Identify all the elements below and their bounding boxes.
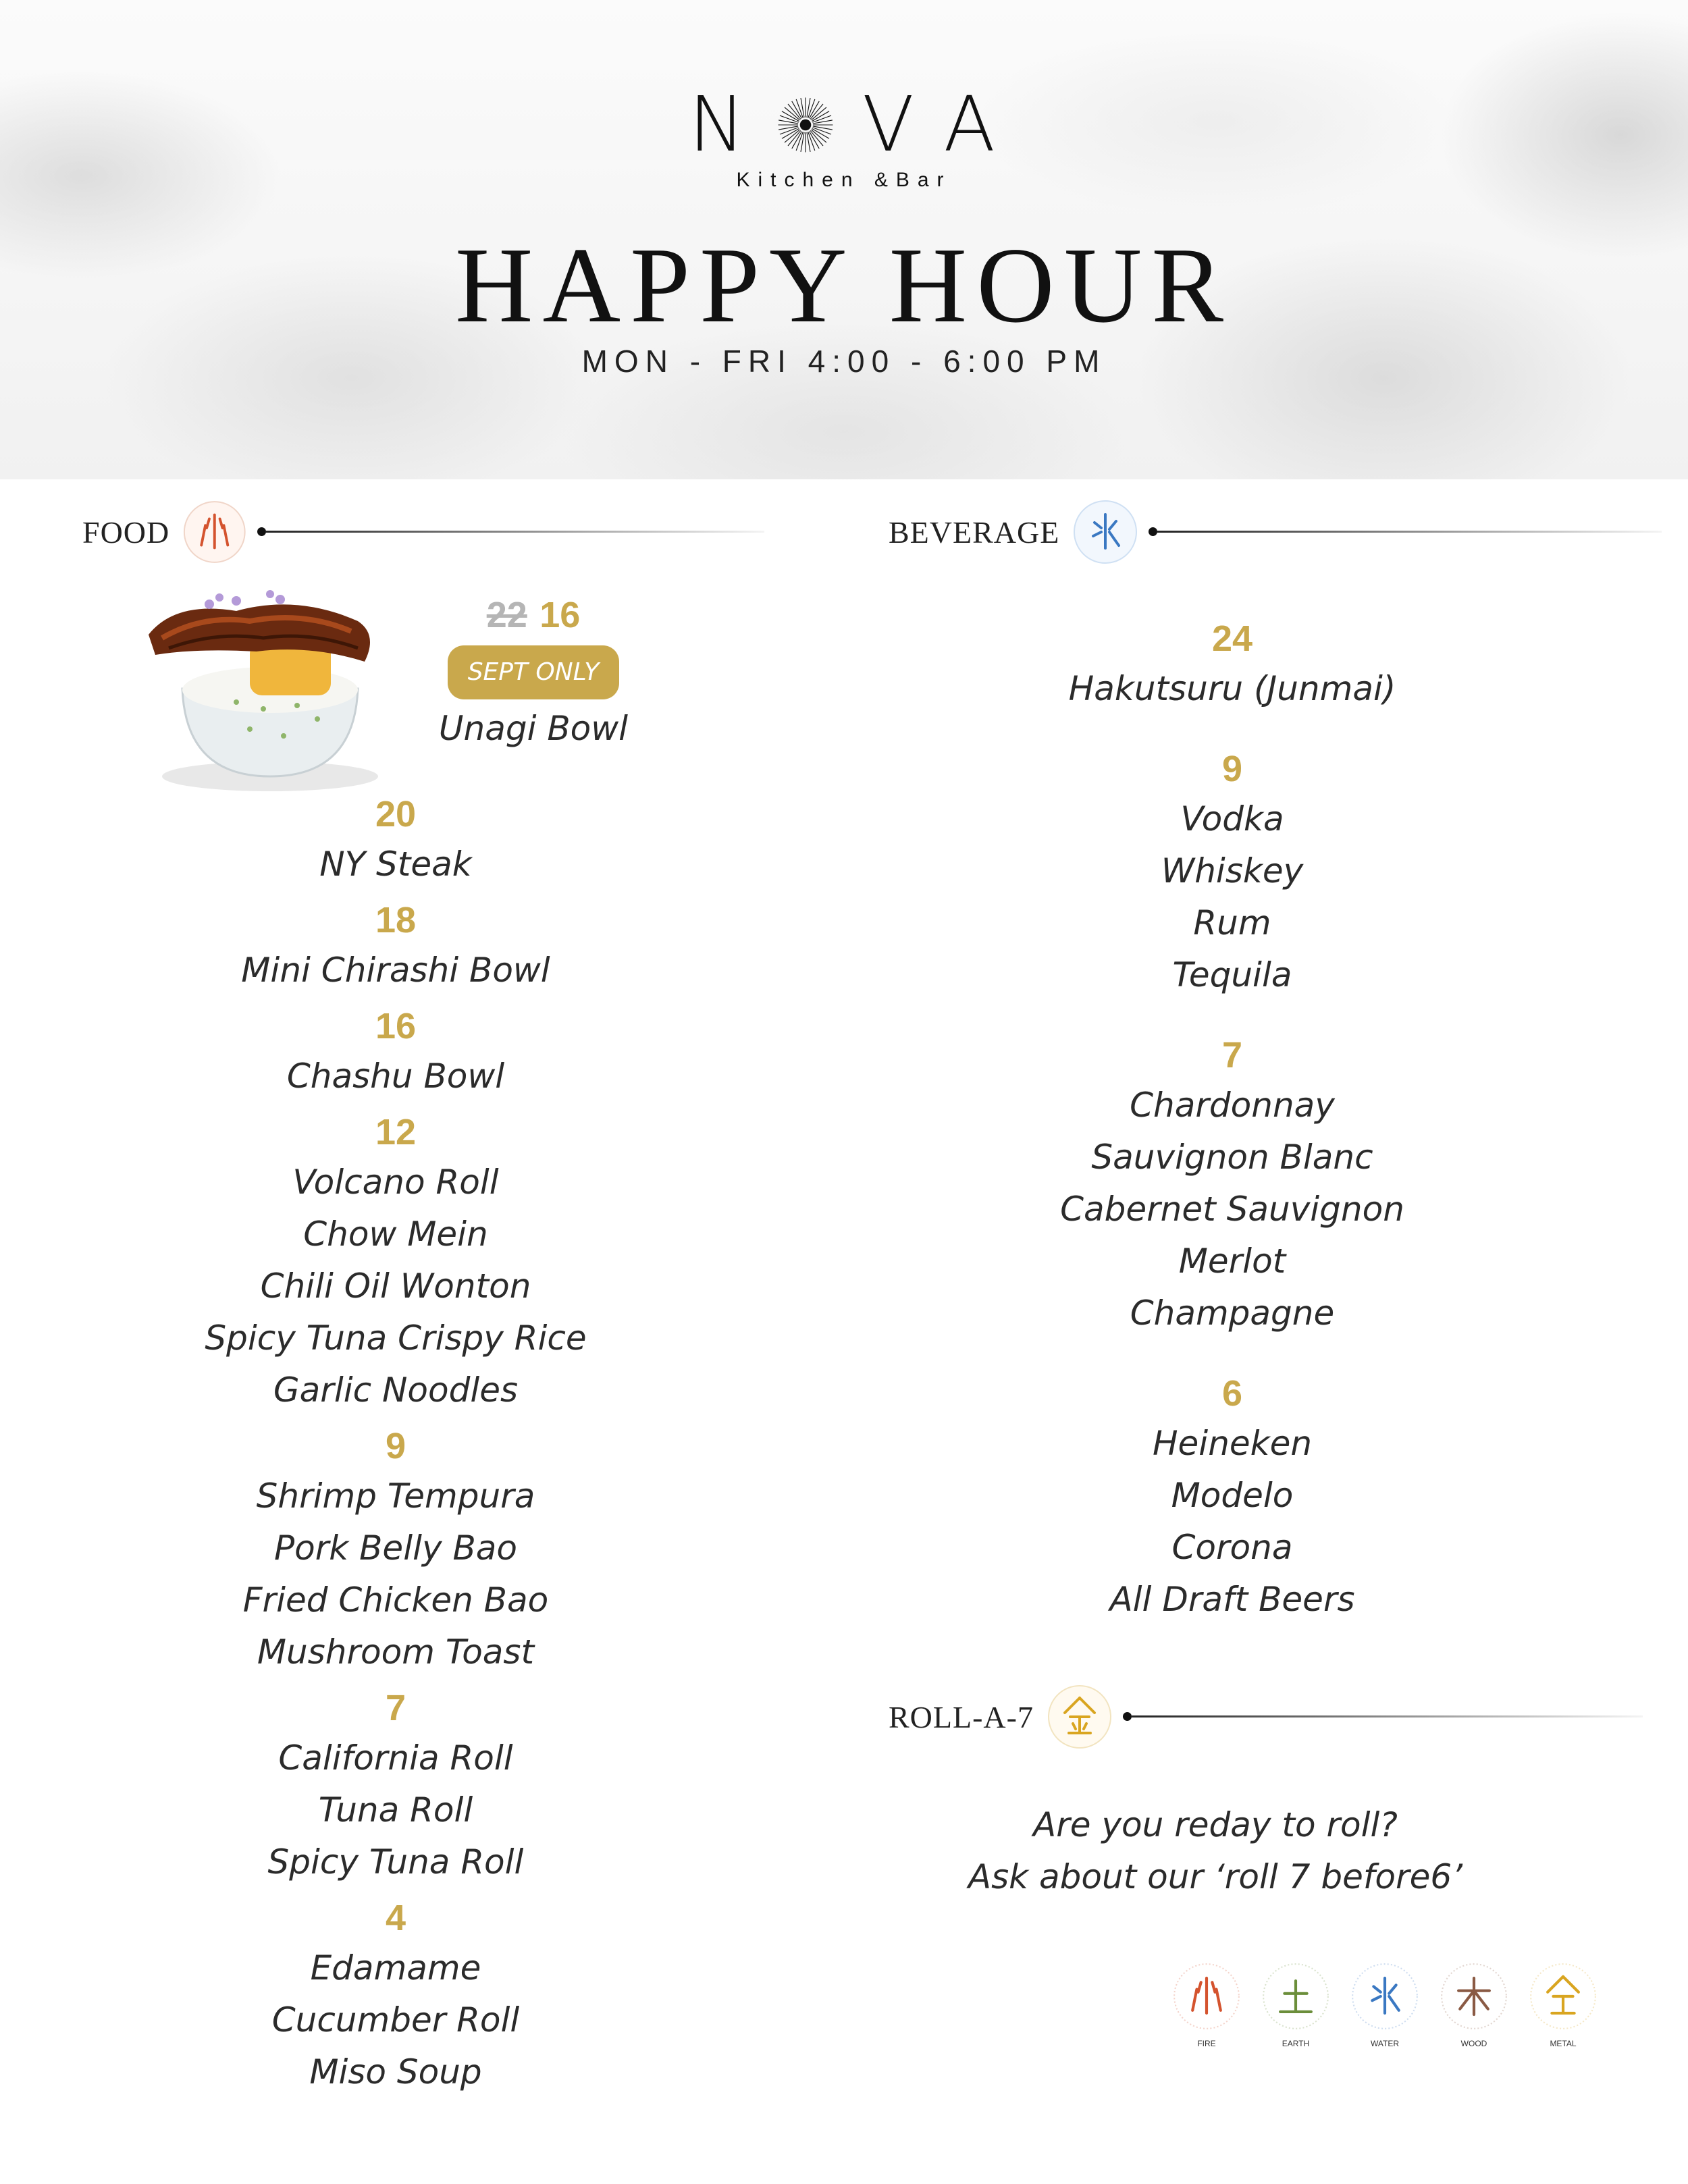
beverage-menu-item: Modelo — [1171, 1476, 1294, 1515]
beverage-price-group — [962, 745, 1502, 1001]
food-price: 16 — [375, 1006, 417, 1046]
beverage-price: 24 — [1211, 618, 1253, 659]
food-section-header — [82, 495, 764, 569]
element-earth — [1261, 1961, 1331, 2048]
beverage-price: 9 — [1221, 749, 1243, 789]
beverage-price: 6 — [1221, 1373, 1243, 1414]
beverage-menu-item: Sauvignon Blanc — [1091, 1138, 1373, 1177]
beverage-label: BEVERAGE — [889, 514, 1060, 550]
metal-element-icon — [1528, 1961, 1598, 2031]
featured-item — [419, 594, 648, 748]
food-menu-item: Chili Oil Wonton — [260, 1267, 531, 1306]
beverage-menu-item: Chardonnay — [1130, 1086, 1335, 1125]
beverage-menu-item: Cabernet Sauvignon — [1060, 1190, 1404, 1229]
food-menu-item: Spicy Tuna Crispy Rice — [205, 1319, 587, 1358]
logo-letter-v: V — [862, 81, 918, 169]
roll-line-1: Are you reday to roll? — [1033, 1805, 1398, 1844]
logo — [689, 81, 999, 196]
roll-section-header — [889, 1680, 1665, 1754]
beverage-menu-item: Rum — [1193, 903, 1271, 942]
element-metal — [1528, 1961, 1598, 2048]
water-element-icon — [1350, 1961, 1420, 2031]
food-price: 7 — [385, 1688, 406, 1728]
beverage-price: 7 — [1221, 1035, 1243, 1075]
roll-label: ROLL-A-7 — [889, 1699, 1034, 1734]
beverage-menu-item: All Draft Beers — [1109, 1580, 1355, 1619]
beverage-price-group — [962, 1031, 1502, 1339]
featured-name: Unagi Bowl — [438, 709, 629, 748]
beverage-menu-item: Vodka — [1180, 799, 1284, 838]
unagi-bowl-image — [135, 574, 405, 803]
food-price: 9 — [385, 1426, 406, 1466]
food-divider — [257, 531, 764, 533]
food-price: 12 — [375, 1112, 417, 1152]
roll-divider — [1123, 1715, 1643, 1718]
element-water — [1350, 1961, 1420, 2048]
food-label: FOOD — [82, 514, 170, 550]
logo-letter-n: N — [689, 81, 749, 169]
food-price-group — [126, 896, 666, 996]
food-menu-item: Shrimp Tempura — [256, 1476, 535, 1516]
beverage-menu-item: Corona — [1171, 1528, 1293, 1567]
food-menu-item: Garlic Noodles — [273, 1370, 519, 1410]
food-menu-item: Edamame — [310, 1948, 481, 1988]
food-price-group — [126, 1422, 666, 1678]
food-price-group — [126, 1894, 666, 2098]
food-menu-item: Chow Mein — [303, 1215, 488, 1254]
beverage-menu-item: Champagne — [1130, 1294, 1335, 1333]
beverage-menu-item: Merlot — [1178, 1242, 1286, 1281]
fire-element-icon — [182, 498, 248, 566]
food-menu-item: California Roll — [278, 1738, 513, 1778]
sept-only-badge: SEPT ONLY — [448, 645, 620, 699]
header-banner — [0, 0, 1688, 479]
beverage-menu-item: Tequila — [1172, 955, 1292, 994]
five-elements — [1171, 1961, 1598, 2048]
roll-line-2: Ask about our ‘roll 7 before6’ — [968, 1857, 1463, 1896]
food-menu-item: Cucumber Roll — [271, 2000, 520, 2040]
food-menu-item: Tuna Roll — [318, 1790, 473, 1830]
food-price-group — [126, 790, 666, 890]
food-menu-item: Fried Chicken Bao — [242, 1580, 549, 1620]
roll-promo — [878, 1799, 1553, 1903]
water-element-icon — [1072, 498, 1139, 566]
wood-element-icon — [1439, 1961, 1509, 2031]
food-menu-item: Volcano Roll — [292, 1163, 499, 1202]
food-menu-item: Mini Chirashi Bowl — [241, 951, 550, 990]
food-price: 20 — [375, 794, 417, 834]
logo-wordmark — [689, 81, 999, 169]
beverage-section-header — [889, 495, 1665, 569]
food-menu-item: Miso Soup — [309, 2052, 482, 2092]
beverage-menu-item: Hakutsuru (Junmai) — [1068, 669, 1396, 708]
element-caption: EARTH — [1282, 2039, 1310, 2048]
beverage-menu — [962, 614, 1502, 1627]
beverage-divider — [1149, 531, 1662, 533]
food-price-group — [126, 1002, 666, 1102]
page-title: HAPPY HOUR — [454, 225, 1234, 345]
food-menu — [126, 790, 666, 2106]
food-menu-item: Pork Belly Bao — [273, 1528, 517, 1568]
food-menu-item: NY Steak — [319, 845, 472, 884]
food-price-group — [126, 1108, 666, 1416]
featured-new-price: 16 — [539, 595, 581, 635]
food-menu-item: Chashu Bowl — [286, 1057, 505, 1096]
food-price-group — [126, 1684, 666, 1888]
logo-subtitle: Kitchen &Bar — [736, 169, 952, 191]
element-caption: WOOD — [1460, 2039, 1487, 2048]
dandelion-icon — [774, 94, 837, 156]
food-price: 4 — [385, 1898, 406, 1938]
fire-element-icon — [1171, 1961, 1242, 2031]
hours-text: MON - FRI 4:00 - 6:00 PM — [581, 344, 1107, 379]
food-menu-item: Mushroom Toast — [257, 1632, 535, 1672]
metal-element-icon — [1046, 1683, 1113, 1751]
logo-letter-a: A — [943, 81, 999, 169]
element-caption: METAL — [1550, 2039, 1577, 2048]
beverage-price-group — [962, 1369, 1502, 1626]
element-fire — [1171, 1961, 1242, 2048]
beverage-menu-item: Whiskey — [1161, 851, 1304, 890]
element-caption: FIRE — [1197, 2039, 1216, 2048]
element-caption: WATER — [1371, 2039, 1399, 2048]
earth-element-icon — [1261, 1961, 1331, 2031]
beverage-menu-item: Heineken — [1152, 1424, 1313, 1463]
food-menu-item: Spicy Tuna Roll — [267, 1842, 524, 1882]
beverage-price-group — [962, 614, 1502, 715]
featured-old-price: 22 — [486, 595, 527, 635]
food-price: 18 — [375, 900, 417, 940]
element-wood — [1439, 1961, 1509, 2048]
